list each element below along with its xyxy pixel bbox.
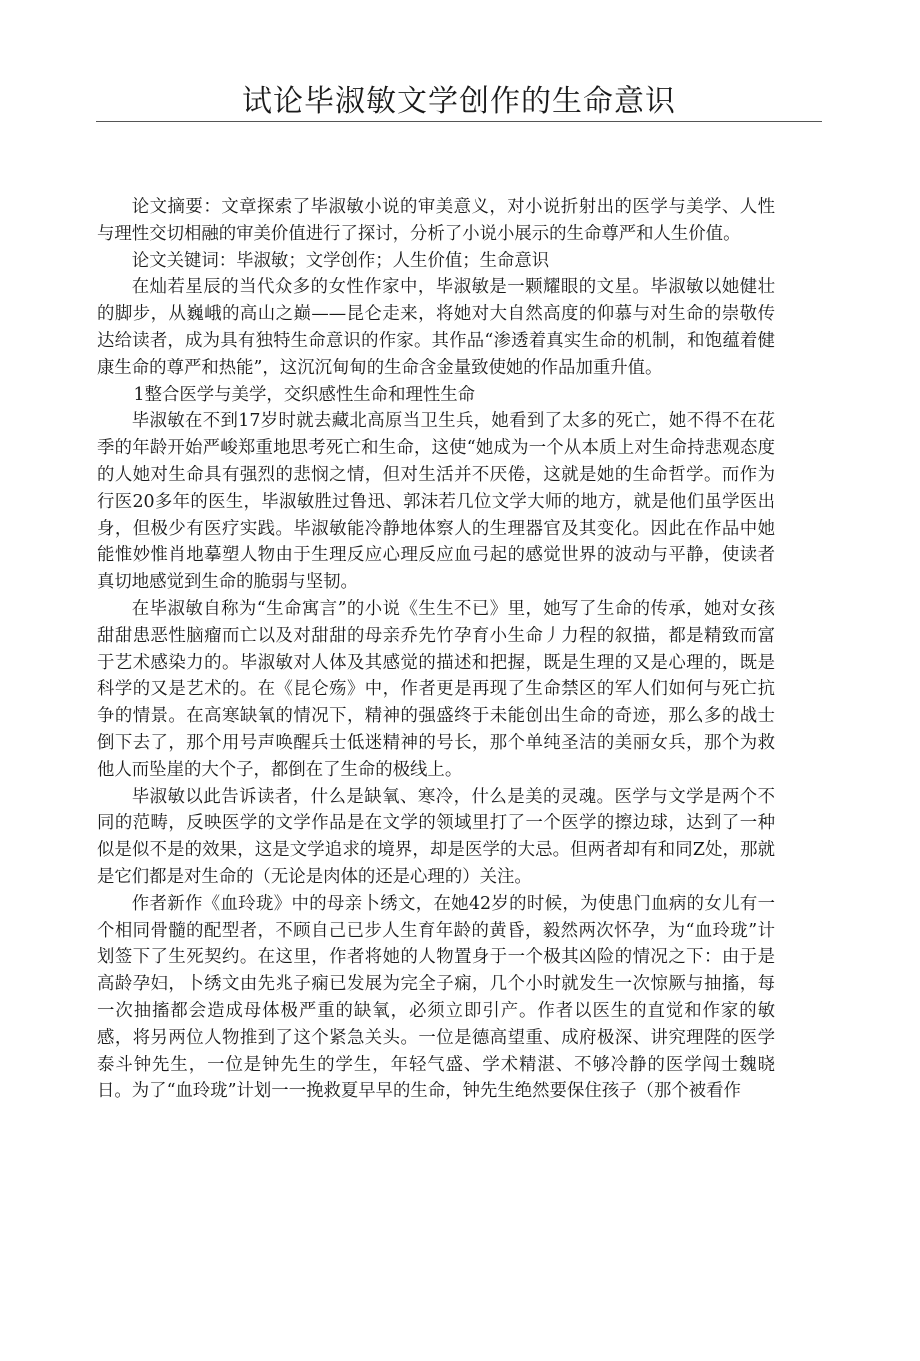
body-paragraph: 作者新作《血玲珑》中的母亲卜绣文，在她42岁的时候，为使患门血病的女儿有一个相同骨髓的配型者，不顾自己已步人生育年龄的黄昏，毅然两次怀孕，为“血玲珑”计划签下了生死契约。在这里，作者将她的人物置身于一个极其凶险的情况之下：由于是高龄孕妇，卜绣文由先兆子痫已发展为完全子痫，几个小时就发生一次惊厥与抽搐，每一次抽搐都会造成母体极严重的缺氧，必须立即引产。作者以医生的直觉和作家的敏感，将另两位人物推到了这个紧急关头。一位是德高望重、成府极深、讲究理陛的医学泰斗钟先生，一位是钟先生的学生，年轻气盛、学术精湛、不够冷静的医学闯士魏晓日。为了“血玲珑”计划一一挽救夏早早的生命，钟先生绝然要保住孩子（那个被看作 bbox=[97, 893, 775, 1102]
section-heading: 1整合医学与美学，交织感性生命和理性生命 bbox=[133, 384, 476, 405]
keywords-paragraph: 论文关键词：毕淑敏；文学创作；人生价值；生命意识 bbox=[131, 250, 550, 271]
document-body bbox=[97, 194, 775, 1105]
title-divider bbox=[96, 121, 822, 122]
body-paragraph: 在毕淑敏自称为“生命寓言”的小说《生生不已》里，她写了生命的传承，她对女孩甜甜患恶性脑瘤而亡以及对甜甜的母亲乔先竹孕育小生命丿力程的叙描，都是精致而富于艺术感染力的。毕淑敏对人体及其感觉的描述和把握，既是生理的又是心理的，既是科学的又是艺术的。在《昆仑殇》中，作者更是再现了生命禁区的军人们如何与死亡抗争的情景。在高寒缺氧的情况下，精神的强盛终于未能创出生命的奇迹，那么多的战士倒下去了，那个用号声唤醒兵士低迷精神的号长，那个单纯圣洁的美丽女兵，那个为救他人而坠崖的大个子，都倒在了生命的极线上。 bbox=[97, 598, 775, 780]
body-paragraph: 毕淑敏以此告诉读者，什么是缺氧、寒冷，什么是美的灵魂。医学与文学是两个不同的范畴，反映医学的文学作品是在文学的领域里打了一个医学的擦边球，达到了一种似是似不是的效果，这是文学追求的境界，却是医学的大忌。但两者却有和同Z处，那就是它们都是对生命的（无论是肉体的还是心理的）关注。 bbox=[97, 786, 775, 887]
body-paragraph: 毕淑敏在不到17岁时就去藏北高原当卫生兵，她看到了太多的死亡，她不得不在花季的年龄开始严峻郑重地思考死亡和生命，这使“她成为一个从本质上对生命持悲观态度的人她对生命具有强烈的悲悯之情，但对生活并不厌倦，这就是她的生命哲学。而作为行医20多年的医生，毕淑敏胜过鲁迅、郭沫若几位文学大师的地方，就是他们虽学医出身，但极少有医疗实践。毕淑敏能冷静地体察人的生理器官及其变化。因此在作品中她能惟妙惟肖地摹塑人物由于生理反应心理反应血弓起的感觉世界的波动与平静，使读者真切地感觉到生命的脆弱与坚韧。 bbox=[97, 411, 775, 593]
abstract-paragraph: 论文摘要：文章探索了毕淑敏小说的审美意义，对小说折射出的医学与美学、人性与理性交切相融的审美价值进行了探讨，分析了小说小展示的生命尊严和人生价值。 bbox=[97, 197, 775, 244]
document-title: 试论毕淑敏文学创作的生命意识 bbox=[242, 84, 676, 119]
body-paragraph: 在灿若星辰的当代众多的女性作家中，毕淑敏是一颗耀眼的文星。毕淑敏以她健壮的脚步，从巍峨的高山之巅——昆仑走来，将她对大自然高度的仰慕与对生命的崇敬传达给读者，成为具有独特生命意识的作家。其作品“渗透着真实生命的机制，和饱蕴着健康生命的尊严和热能”，这沉沉甸甸的生命含金量致使她的作品加重升值。 bbox=[97, 277, 775, 378]
